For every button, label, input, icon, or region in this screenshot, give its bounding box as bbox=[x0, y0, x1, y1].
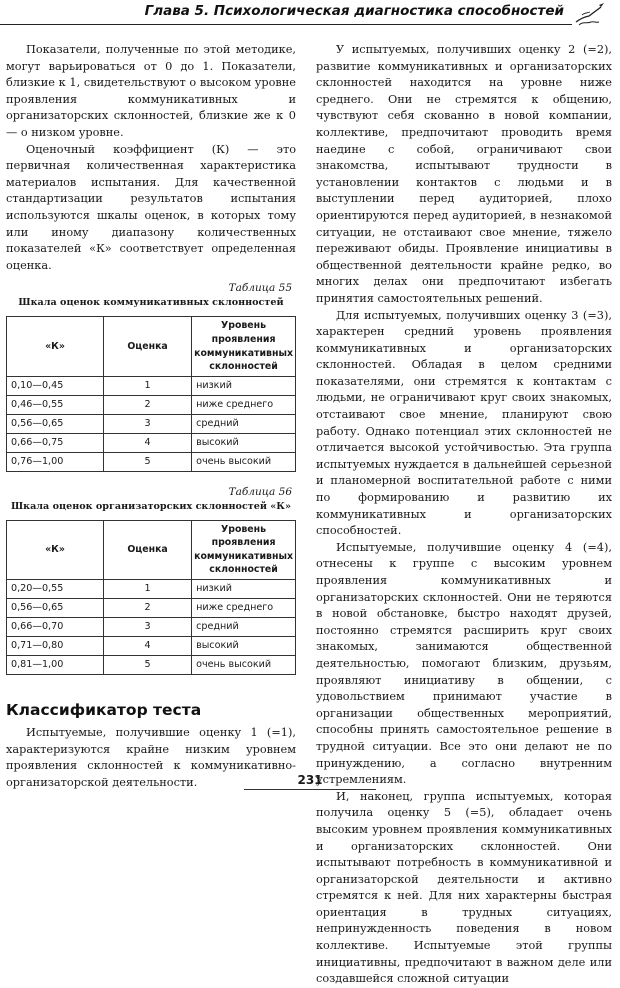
chapter-title: Глава 5. Психологическая диагностика способностей bbox=[144, 3, 564, 19]
table55-header-level: Уровень проявления коммуникативных склонностей bbox=[192, 317, 296, 376]
table-cell-score: 1 bbox=[104, 580, 192, 599]
table-cell-level: низкий bbox=[192, 580, 296, 599]
table-cell-level: высокий bbox=[192, 637, 296, 656]
section-paragraph: Испытуемые, получившие оценку 1 (=1), характеризуются крайне низким уровнем проявления склонностей к коммуникативно-организаторской деятельности. bbox=[6, 726, 296, 789]
right-paragraph-3: Испытуемые, получившие оценку 4 (=4), отнесены к группе с высоким уровнем проявления коммуникативных и организаторских склонностей. Они не теряются в новой обстановке, быстро находят друзей, постоянно стремятся расширить круг своих знакомых, занимаются общественной деятельностью, помогают близким, друзьям, проявляют инициативу в общении, с удовольствием принимают участие в организации общественных мероприятий, способны принять самостоятельное решение в трудной ситуации. Все это они делают не по принуждению, а согласно внутренним устремлениям. bbox=[316, 540, 612, 787]
table-cell-range: 0,56—0,65 bbox=[7, 414, 104, 433]
table-cell-range: 0,46—0,55 bbox=[7, 395, 104, 414]
footer-rule bbox=[244, 789, 376, 790]
table55-title: Шкала оценок коммуникативных склонностей bbox=[18, 297, 284, 309]
table-cell-score: 5 bbox=[104, 656, 192, 675]
left-column bbox=[6, 42, 296, 791]
right-paragraph-2: Для испытуемых, получивших оценку 3 (=3), характерен средний уровень проявления коммуникативных и организаторских склонностей. Обладая в целом средними показателями, они стремятся к контактам с людьми, не ограничивают круг своих знакомых, отстаивают свое мнение, планируют свою работу. Однако потенциал этих склонностей не отличается высокой устойчивостью. Эта группа испытуемых нуждается в дальнейшей серьезной и планомерной воспитательной работе с ними по формированию и развитию их коммуникативных и организаторских способностей. bbox=[316, 308, 612, 538]
intro-paragraph-2: Оценочный коэффициент (К) — это первичная количественная характеристика материалов испытания. Для качественной стандартизации результатов испытания используются шкалы оценок, в которых тому или иному диапазону количественных показателей «К» соответствует определенная оценка. bbox=[6, 142, 296, 272]
table-cell-level: низкий bbox=[192, 376, 296, 395]
table55-caption: Таблица 55 bbox=[228, 282, 292, 295]
right-paragraph-4: И, наконец, группа испытуемых, которая получила оценку 5 (=5), обладает очень высоким уровнем проявления коммуникативных и организаторских склонностей. Они испытывают потребность в коммуникативной и организаторской деятельности и активно стремятся к ней. Для них характерны быстрая ориентация в трудных ситуациях, непринужденность поведения в новом коллективе. Испытуемые этой группы инициативны, предпочитают в важном деле или создавшейся сложной ситуации bbox=[316, 789, 612, 986]
table-row bbox=[7, 395, 296, 414]
table-cell-range: 0,56—0,65 bbox=[7, 599, 104, 618]
table-cell-score: 1 bbox=[104, 376, 192, 395]
table-cell-range: 0,66—0,75 bbox=[7, 433, 104, 452]
table-row bbox=[7, 599, 296, 618]
table-cell-level: высокий bbox=[192, 433, 296, 452]
table-cell-score: 3 bbox=[104, 414, 192, 433]
quill-pen-icon bbox=[572, 1, 606, 27]
table-row bbox=[7, 656, 296, 675]
table-cell-score: 5 bbox=[104, 452, 192, 471]
table-row bbox=[7, 376, 296, 395]
table-row bbox=[7, 618, 296, 637]
table-cell-range: 0,10—0,45 bbox=[7, 376, 104, 395]
table-row bbox=[7, 452, 296, 471]
table56-header-level: Уровень проявления коммуникативных склонностей bbox=[192, 520, 296, 579]
table-cell-score: 3 bbox=[104, 618, 192, 637]
table-cell-level: ниже среднего bbox=[192, 395, 296, 414]
table-cell-range: 0,71—0,80 bbox=[7, 637, 104, 656]
right-column bbox=[316, 42, 612, 988]
table-cell-level: очень высокий bbox=[192, 452, 296, 471]
table56-header-row bbox=[7, 520, 296, 579]
table56-title: Шкала оценок организаторских склонностей «К» bbox=[10, 500, 292, 512]
table-cell-score: 2 bbox=[104, 599, 192, 618]
table56-header-score: Оценка bbox=[104, 520, 192, 579]
table55-header-k: «К» bbox=[7, 317, 104, 376]
table-cell-range: 0,76—1,00 bbox=[7, 452, 104, 471]
table55 bbox=[6, 316, 296, 471]
table-row bbox=[7, 637, 296, 656]
table-cell-level: очень высокий bbox=[192, 656, 296, 675]
table-row bbox=[7, 414, 296, 433]
table-cell-range: 0,66—0,70 bbox=[7, 618, 104, 637]
table-cell-score: 2 bbox=[104, 395, 192, 414]
table-cell-score: 4 bbox=[104, 433, 192, 452]
table-cell-range: 0,81—1,00 bbox=[7, 656, 104, 675]
table-cell-level: средний bbox=[192, 618, 296, 637]
page-number: 231 bbox=[297, 773, 323, 787]
table-row bbox=[7, 433, 296, 452]
table56 bbox=[6, 520, 296, 675]
table56-caption: Таблица 56 bbox=[228, 485, 292, 498]
running-header bbox=[0, 0, 620, 34]
table-cell-level: средний bbox=[192, 414, 296, 433]
intro-paragraph-1: Показатели, полученные по этой методике, могут варьироваться от 0 до 1. Показатели, близкие к 1, свидетельствуют о высоком уровне проявления коммуникативных и организаторских склонностей, близкие же к 0 — о низком уровне. bbox=[6, 43, 296, 139]
header-rule bbox=[0, 24, 572, 25]
table55-header-row bbox=[7, 317, 296, 376]
table56-header-k: «К» bbox=[7, 520, 104, 579]
table-row bbox=[7, 580, 296, 599]
right-paragraph-1: У испытуемых, получивших оценку 2 (=2), развитие коммуникативных и организаторских склонностей находится на уровне ниже среднего. Они не стремятся к общению, чувствуют себя скованно в новой компании, коллективе, предпочитают проводить время наедине с собой, ограничивают свои знакомства, испытывают трудности в установлении контактов с людьми и в выступлении перед аудиторией, плохо ориентируются перед аудиторией, в незнакомой ситуации, не отстаивают свое мнение, тяжело переживают обиды. Проявление инициативы в общественной деятельности крайне редко, во многих делах они предпочитают избегать принятия самостоятельных решений. bbox=[316, 43, 612, 305]
table-cell-level: ниже среднего bbox=[192, 599, 296, 618]
table-cell-score: 4 bbox=[104, 637, 192, 656]
table55-header-score: Оценка bbox=[104, 317, 192, 376]
section-heading: Классификатор теста bbox=[6, 701, 202, 720]
table-cell-range: 0,20—0,55 bbox=[7, 580, 104, 599]
